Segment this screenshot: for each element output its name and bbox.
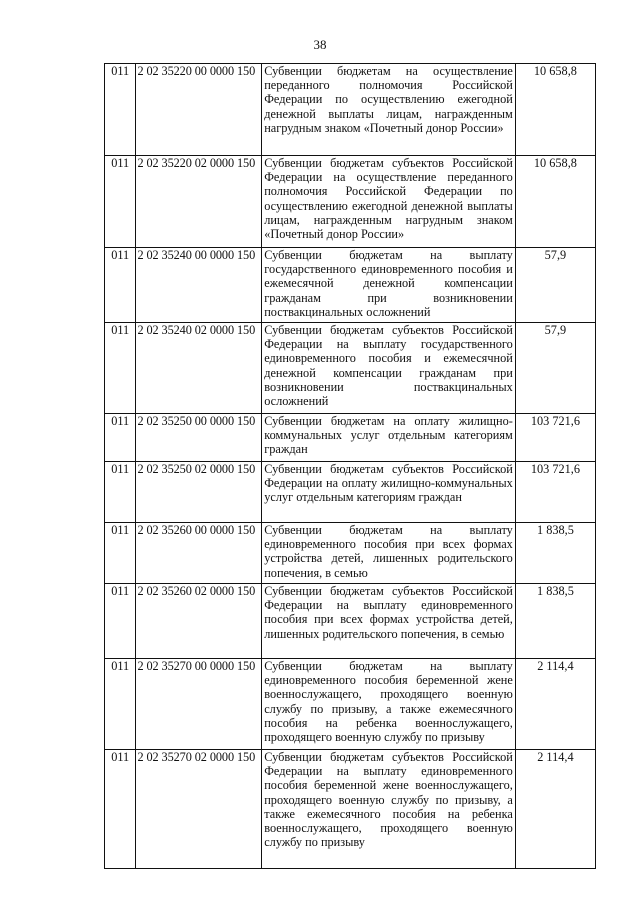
- admin-code-cell: 011: [105, 584, 136, 659]
- budget-table: [104, 63, 596, 869]
- amount-cell: 2 114,4: [515, 750, 595, 869]
- amount-cell: 10 658,8: [515, 156, 595, 248]
- income-name-cell: Субвенции бюджетам субъектов Российской Федерации на оплату жилищно-коммунальных услуг отдельным категориям граждан: [262, 462, 516, 523]
- income-name-cell: Субвенции бюджетам на осуществление переданного полномочия Российской Федерации по осуществлению ежегодной денежной выплаты лицам, награжденным нагрудным знаком «Почетный донор России»: [262, 64, 516, 156]
- income-name-cell: Субвенции бюджетам субъектов Российской Федерации на осуществление переданного полномочия Российской Федерации по осуществлению ежегодной денежной выплаты лицам, награжденным нагрудным знаком «Почетный донор России»: [262, 156, 516, 248]
- budget-code-cell: 2 02 35240 02 0000 150: [136, 323, 262, 414]
- table-row: [105, 248, 596, 323]
- budget-code-cell: 2 02 35220 00 0000 150: [136, 64, 262, 156]
- amount-cell: 57,9: [515, 248, 595, 323]
- income-name-cell: Субвенции бюджетам субъектов Российской Федерации на выплату государственного единовременного пособия и ежемесячной денежной компенсации гражданам при возникновении поствакцинальных осложнений: [262, 323, 516, 414]
- budget-code-cell: 2 02 35240 00 0000 150: [136, 248, 262, 323]
- table-row: [105, 462, 596, 523]
- income-name-cell: Субвенции бюджетам на выплату единовременного пособия беременной жене военнослужащего, проходящего военную службу по призыву, а также ежемесячного пособия на ребенка военнослужащего, проходящего военную службу по призыву: [262, 659, 516, 750]
- budget-code-cell: 2 02 35270 02 0000 150: [136, 750, 262, 869]
- amount-cell: 1 838,5: [515, 523, 595, 584]
- amount-cell: 57,9: [515, 323, 595, 414]
- income-name-cell: Субвенции бюджетам субъектов Российской Федерации на выплату единовременного пособия при всех формах устройства детей, лишенных родительского попечения, в семью: [262, 584, 516, 659]
- admin-code-cell: 011: [105, 414, 136, 462]
- budget-code-cell: 2 02 35260 02 0000 150: [136, 584, 262, 659]
- admin-code-cell: 011: [105, 462, 136, 523]
- admin-code-cell: 011: [105, 523, 136, 584]
- admin-code-cell: 011: [105, 64, 136, 156]
- table-row: [105, 156, 596, 248]
- income-name-cell: Субвенции бюджетам на выплату государственного единовременного пособия и ежемесячной денежной компенсации гражданам при возникновении поствакцинальных осложнений: [262, 248, 516, 323]
- table-row: [105, 750, 596, 869]
- amount-cell: 1 838,5: [515, 584, 595, 659]
- amount-cell: 10 658,8: [515, 64, 595, 156]
- admin-code-cell: 011: [105, 323, 136, 414]
- income-name-cell: Субвенции бюджетам на оплату жилищно-коммунальных услуг отдельным категориям граждан: [262, 414, 516, 462]
- table-row: [105, 523, 596, 584]
- income-name-cell: Субвенции бюджетам на выплату единовременного пособия при всех формах устройства детей, лишенных родительского попечения, в семью: [262, 523, 516, 584]
- table-row: [105, 659, 596, 750]
- income-name-cell: Субвенции бюджетам субъектов Российской Федерации на выплату единовременного пособия беременной жене военнослужащего, проходящего военную службу по призыву, а также ежемесячного пособия на ребенка военнослужащего, проходящего военную службу по призыву: [262, 750, 516, 869]
- admin-code-cell: 011: [105, 659, 136, 750]
- admin-code-cell: 011: [105, 750, 136, 869]
- budget-code-cell: 2 02 35270 00 0000 150: [136, 659, 262, 750]
- budget-code-cell: 2 02 35250 00 0000 150: [136, 414, 262, 462]
- table-row: [105, 414, 596, 462]
- amount-cell: 2 114,4: [515, 659, 595, 750]
- table-row: [105, 323, 596, 414]
- budget-code-cell: 2 02 35250 02 0000 150: [136, 462, 262, 523]
- admin-code-cell: 011: [105, 248, 136, 323]
- amount-cell: 103 721,6: [515, 414, 595, 462]
- admin-code-cell: 011: [105, 156, 136, 248]
- page-number: 38: [313, 37, 327, 52]
- budget-code-cell: 2 02 35220 02 0000 150: [136, 156, 262, 248]
- table-row: [105, 64, 596, 156]
- amount-cell: 103 721,6: [515, 462, 595, 523]
- table-row: [105, 584, 596, 659]
- budget-code-cell: 2 02 35260 00 0000 150: [136, 523, 262, 584]
